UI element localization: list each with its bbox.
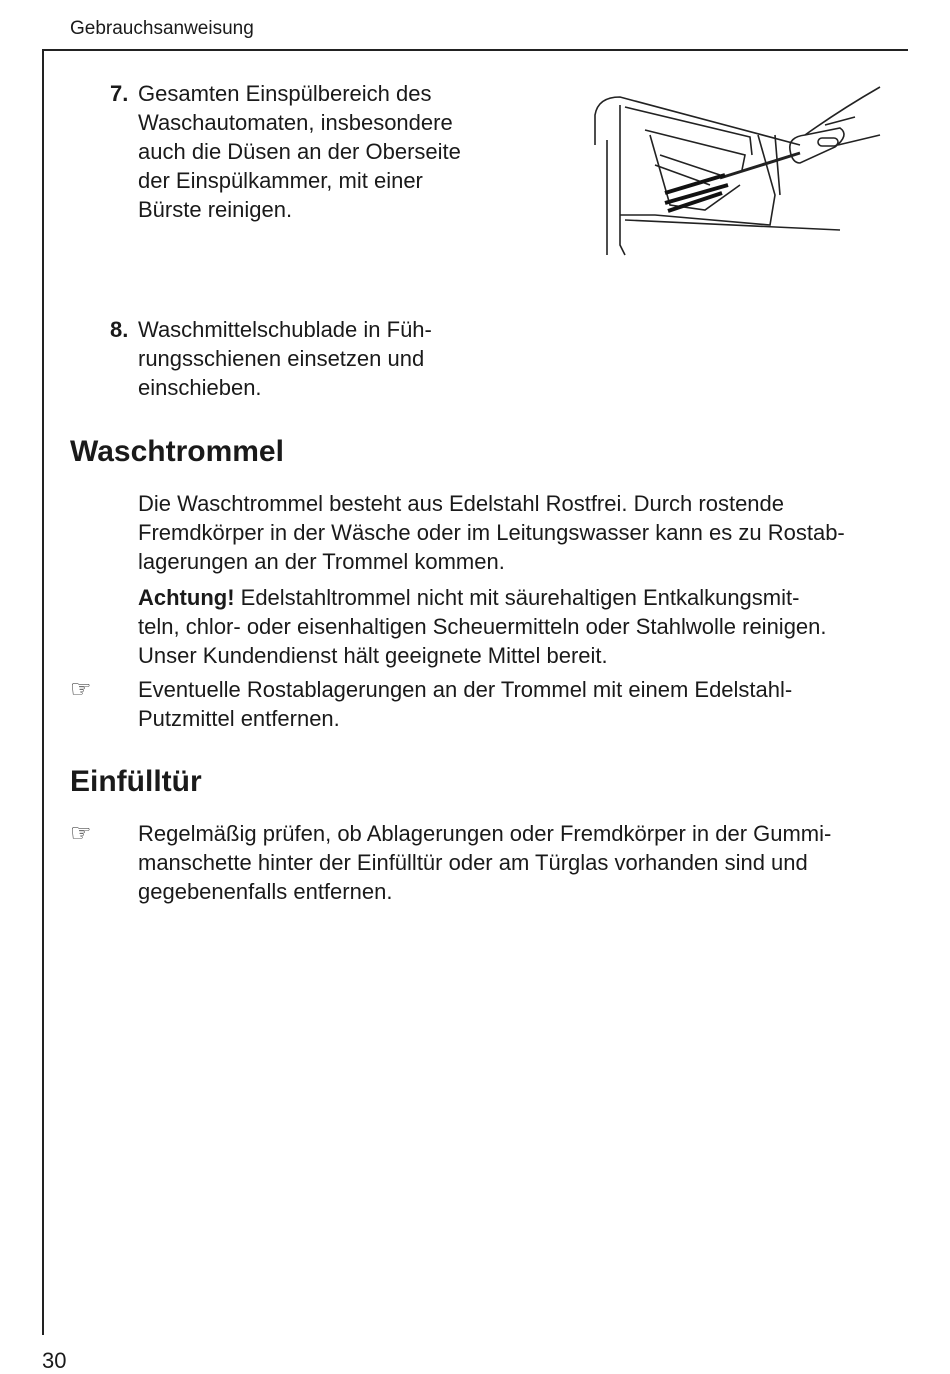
margin-rule [42,49,44,1335]
waschtrommel-tip [138,675,792,733]
text-line: Gesamten Einspülbereich des [138,81,432,106]
section-heading-einfuelltuer: Einfülltür [70,765,202,798]
text-line: Putzmittel entfernen. [138,706,340,731]
text-line: teln, chlor- oder eisenhaltigen Scheuermitteln oder Stahlwolle reinigen. [138,614,827,639]
step-7-text [138,79,461,224]
text-line: der Einspülkammer, mit einer [138,168,423,193]
header-rule [42,49,908,51]
step-8-text [138,315,432,402]
text-line: Die Waschtrommel besteht aus Edelstahl Rostfrei. Durch rostende [138,491,785,516]
text-line: einschieben. [138,375,262,400]
text-line: Edelstahltrommel nicht mit säurehaltigen Entkalkungsmit- [234,585,800,610]
brush-cleaning-illustration [580,75,890,265]
pointing-hand-icon: ☞ [70,676,92,703]
waschtrommel-paragraph [138,489,845,576]
pointing-hand-icon: ☞ [70,820,92,847]
text-line: manschette hinter der Einfülltür oder am Türglas vorhanden sind und [138,850,808,875]
text-line: Bürste reinigen. [138,197,293,222]
warning-paragraph [138,583,827,670]
warning-label: Achtung! [138,585,235,610]
text-line: gegebenenfalls entfernen. [138,879,393,904]
page-number: 30 [42,1348,67,1373]
text-line: Fremdkörper in der Wäsche oder im Leitungswasser kann es zu Rostab- [138,520,845,545]
text-line: Unser Kundendienst hält geeignete Mittel bereit. [138,643,608,668]
running-header: Gebrauchsanweisung [70,18,254,39]
step-number: 8. [110,317,129,342]
section-heading-waschtrommel: Waschtrommel [70,435,284,468]
text-line: Waschmittelschublade in Füh- [138,317,432,342]
text-line: lagerungen an der Trommel kommen. [138,549,505,574]
text-line: rungsschienen einsetzen und [138,346,425,371]
text-line: Waschautomaten, insbesondere [138,110,453,135]
text-line: Regelmäßig prüfen, ob Ablagerungen oder Fremdkörper in der Gummi- [138,821,832,846]
einfuelltuer-tip [138,819,831,906]
step-number: 7. [110,81,129,106]
text-line: auch die Düsen an der Oberseite [138,139,461,164]
text-line: Eventuelle Rostablagerungen an der Trommel mit einem Edelstahl- [138,677,793,702]
